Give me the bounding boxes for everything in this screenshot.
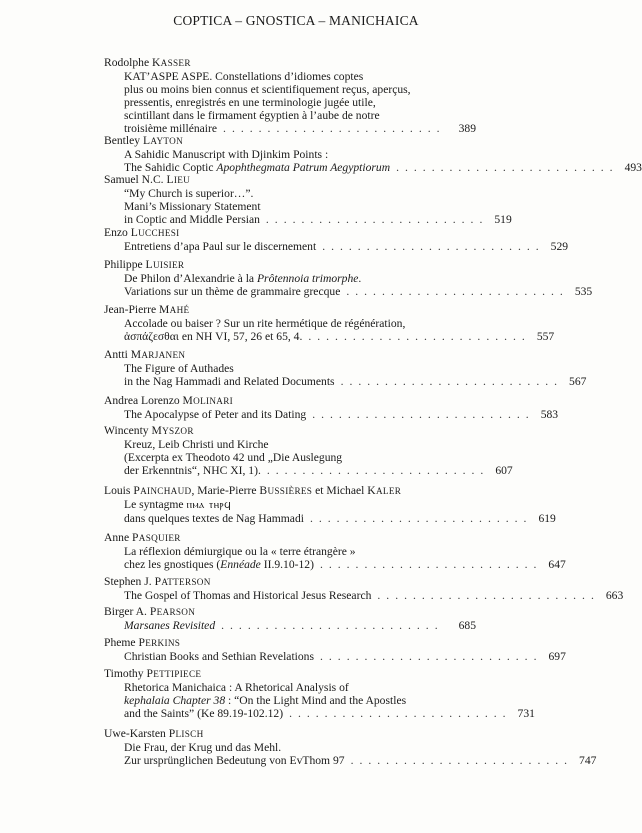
author-name: Samuel N.C. LIEU <box>104 173 191 186</box>
entry-title: Accolade ou baiser ? Sur un rite hermétique de régénération, ἀσπάζεσθαι en NH VI, 57, 26 et 65, 4. ......................... 557 <box>124 317 555 343</box>
author-name: Timothy PETTIPIECE <box>104 667 202 680</box>
entry-title: Entretiens d’apa Paul sur le discernement ......................... 529 <box>124 240 569 253</box>
entry-title: Marsanes Revisited ......................... 685 <box>124 619 476 632</box>
page-number: 697 <box>548 650 566 663</box>
author-name: Philippe LUISIER <box>104 258 185 271</box>
page-number: 535 <box>574 285 593 298</box>
author-name: Uwe-Karsten PLISCH <box>104 727 204 740</box>
author-name: Anne PASQUIER <box>104 531 181 544</box>
toc-entry <box>104 531 566 571</box>
toc-entry <box>104 575 624 602</box>
toc-entry <box>104 348 587 388</box>
author-name: Louis PAINCHAUD, Marie-Pierre BUSSIÈRES et Michael KALER <box>104 484 402 497</box>
page-number: 519 <box>494 213 512 226</box>
page-number: 731 <box>517 707 535 720</box>
author-name: Enzo LUCCHESI <box>104 226 180 239</box>
page-number: 389 <box>458 122 476 135</box>
entry-title: Die Frau, der Krug und das Mehl. Zur ursprünglichen Bedeutung von EvThom 97 ......................... 747 <box>124 741 597 767</box>
author-name: Jean-Pierre MAHÉ <box>104 303 190 316</box>
author-name: Antti MARJANEN <box>104 348 186 361</box>
page-number: 567 <box>569 375 587 388</box>
entry-title: Christian Books and Sethian Revelations ......................... 697 <box>124 650 566 663</box>
author-name: Pheme PERKINS <box>104 636 181 649</box>
toc-entry <box>104 484 556 525</box>
author-name: Rodolphe KASSER <box>104 56 191 69</box>
entry-title: La réflexion démiurgique ou la « terre étrangère » chez les gnostiques (Ennéade II.9.10-12) ......................... 647 <box>124 545 566 571</box>
toc-entry <box>104 173 512 226</box>
page-number: 663 <box>605 589 624 602</box>
toc-entry <box>104 605 476 632</box>
toc-entry <box>104 258 593 298</box>
toc-entry <box>104 303 555 343</box>
page-number: 529 <box>550 240 569 253</box>
page-number: 493 <box>624 161 642 174</box>
page-number: 647 <box>548 558 566 571</box>
toc-entry <box>104 636 566 663</box>
toc-entry <box>104 56 476 135</box>
entry-title: Kreuz, Leib Christi und Kirche (Excerpta ex Theodoto 42 und „Die Auslegung der Erkenntnis“, NHC XI, 1). ......................... 607 <box>124 438 513 477</box>
entry-title: Le syntagme ⲡⲙⲁ ⲧⲏⲣϥ dans quelques textes de Nag Hammadi ......................... 619 <box>124 498 556 525</box>
author-name: Bentley LAYTON <box>104 134 184 147</box>
entry-title: A Sahidic Manuscript with Djinkim Points : The Sahidic Coptic Apophthegmata Patrum Aegyptiorum ......................... 493 <box>124 148 642 174</box>
toc-entry <box>104 134 642 174</box>
page-number: 557 <box>536 330 555 343</box>
author-name: Stephen J. PATTERSON <box>104 575 211 588</box>
page-number: 583 <box>540 408 559 421</box>
entry-title: Rhetorica Manichaica : A Rhetorical Analysis of kephalaia Chapter 38 : “On the Light Mind and the Apostles and the Saints” (Ke 89.19-102.12) ......................... 731 <box>124 681 535 720</box>
toc-entry <box>104 727 597 767</box>
page-number: 607 <box>495 464 513 477</box>
author-name: Andrea Lorenzo MOLINARI <box>104 394 234 407</box>
entry-title: The Apocalypse of Peter and its Dating ......................... 583 <box>124 408 559 421</box>
entry-title: “My Church is superior…”. Mani’s Missionary Statement in Coptic and Middle Persian ......................... 519 <box>124 187 512 226</box>
entry-title: The Figure of Authades in the Nag Hammadi and Related Documents ......................... 567 <box>124 362 587 388</box>
toc-entry <box>104 394 559 421</box>
running-header: COPTICA – GNOSTICA – MANICHAICA <box>173 13 419 28</box>
toc-entry <box>104 667 535 720</box>
page-number: 619 <box>538 512 556 525</box>
page-number: 747 <box>579 754 597 767</box>
author-name: Wincenty MYSZOR <box>104 424 194 437</box>
entry-title: KAT’ASPE ASPE. Constellations d’idiomes coptes plus ou moins bien connus et scientifiquement reçus, aperçus, pressentis, enregistrés en une terminologie jugée utile, scintillant dans le firmament égyptien à l’aube de notre troisième millénaire ......................... 389 <box>124 70 476 135</box>
entry-title: The Gospel of Thomas and Historical Jesus Research ......................... 663 <box>124 589 624 602</box>
author-name: Birger A. PEARSON <box>104 605 196 618</box>
toc-entry <box>104 424 513 477</box>
page-number: 685 <box>458 619 476 632</box>
toc-entry <box>104 226 569 253</box>
entry-title: De Philon d’Alexandrie à la Prôtennoia trimorphe. Variations sur un thème de grammaire grecque ......................... 535 <box>124 272 593 298</box>
